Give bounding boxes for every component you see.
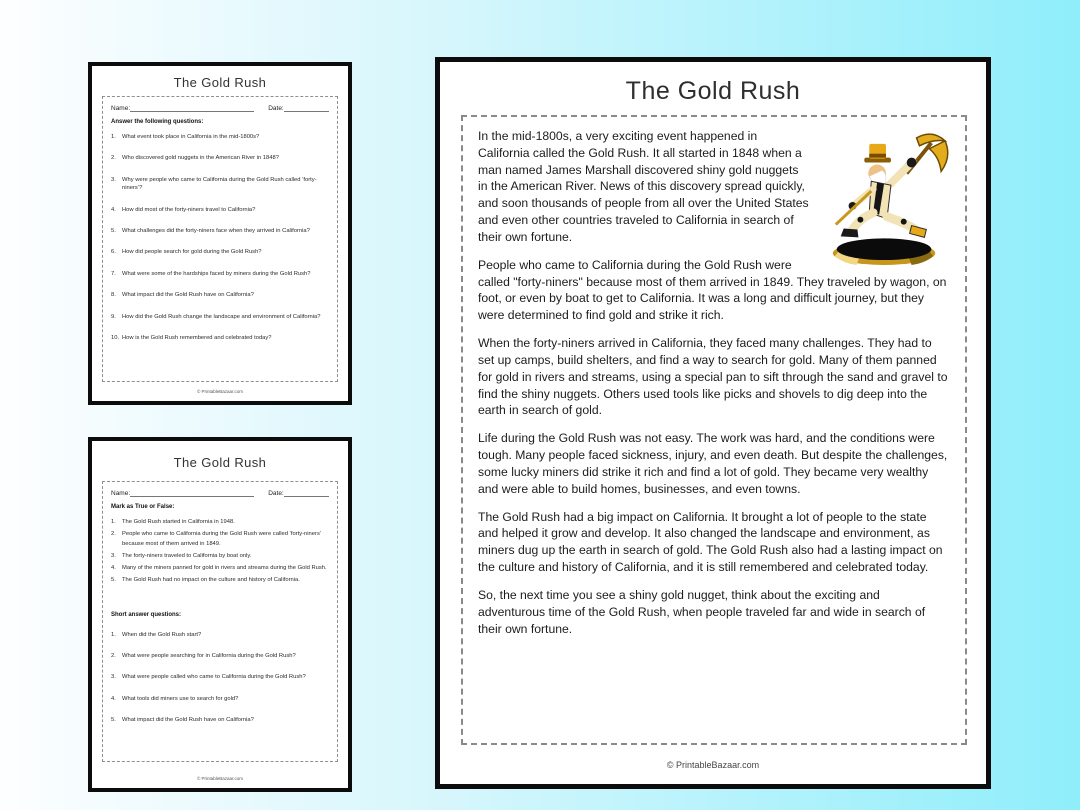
page-title: The Gold Rush [173,455,267,470]
question-text: What impact did the Gold Rush have on California? [122,292,254,299]
short-answer-item [111,716,329,724]
section-header: Answer the following questions: [111,119,204,125]
short-answer-item [111,695,329,703]
question-text: Why were people who came to California during the Gold Rush called ‘forty-niners’? [122,176,317,192]
date-blank-line [284,105,329,112]
statement-number: 5. [111,577,116,584]
question-number: 7. [111,270,116,277]
brand-footer: © PrintableBazaar.com [196,776,244,781]
question-item [111,248,329,256]
question-item [111,270,329,278]
passage-paragraph: In the mid-1800s, a very exciting event happened in California called the Gold Rush. It all started in 1848 when a man named James Marshall discovered shiny gold nuggets in the American River. News of this discovery spread quickly, and soon thousands of people from all over the United States and even other countries traveled to California in search of their own fortune. [478,129,809,244]
name-date-row [111,490,329,497]
statement-number: 2. [111,531,116,538]
gold-miner-illustration [822,128,950,268]
passage-paragraph: Life during the Gold Rush was not easy. The work was hard, and the conditions were tough. Many people faced sickness, injury, and even death. But despite the challenges, some lucky miners did strike it rich and find a lot of gold. They became very wealthy and were able to build homes, businesses, and even towns. [478,431,948,496]
question-number: 3. [111,176,116,183]
truefalse-item [111,518,329,527]
short-answer-header: Short answer questions: [111,611,182,618]
name-label: Name: [111,490,131,497]
question-number: 9. [111,313,116,320]
reading-passage-page [435,57,991,789]
statement-text: Many of the miners panned for gold in rivers and streams during the Gold Rush. [122,565,327,572]
passage-paragraph: When the forty-niners arrived in California, they faced many challenges. They had to set up camps, build shelters, and find a way to search for gold. Many of them panned for gold in rivers and streams, using a special pan to sift through the sand and gravel to find the shiny nuggets. Others used tools like picks and shovels to dig deep into the earth in search of gold. [478,336,948,418]
truefalse-item [111,576,329,585]
date-label: Date: [268,105,284,112]
question-number: 5. [111,227,116,234]
question-number: 3. [111,674,116,681]
truefalse-header: Mark as True or False: [111,504,175,510]
question-text: What were people called who came to California during the Gold Rush? [122,674,306,681]
question-number: 2. [111,652,116,659]
name-blank-line [130,105,254,112]
question-text: What were some of the hardships faced by miners during the Gold Rush? [122,270,311,277]
question-text: How did people search for gold during the Gold Rush? [122,249,262,256]
worksheet-questions-page [88,62,352,405]
passage-dashed-box [461,115,967,745]
questions-list [111,133,329,342]
truefalse-item [111,530,329,549]
question-text: How did the Gold Rush change the landscape and environment of California? [122,313,321,320]
question-text: When did the Gold Rush start? [122,631,202,638]
short-answer-item [111,652,329,660]
worksheet-truefalse-page [88,437,352,792]
short-answer-item [111,631,329,639]
question-text: What event took place in California in the mid-1800s? [122,134,260,140]
question-number: 4. [111,695,116,702]
date-label: Date: [268,490,284,497]
name-label: Name: [111,105,131,112]
question-item [111,227,329,235]
statement-text: People who came to California during the Gold Rush were called ‘forty-niners’ because most of them arrived in 1849. [122,531,321,547]
statement-text: The Gold Rush started in California in 1948. [122,519,235,525]
statement-number: 3. [111,552,116,559]
statement-text: The Gold Rush had no impact on the culture and history of California. [122,577,300,584]
name-blank-line [130,490,254,497]
question-text: What challenges did the forty-niners face when they arrived in California? [122,227,310,234]
question-item [111,313,329,321]
question-text: What were people searching for in California during the Gold Rush? [122,652,296,659]
brand-footer: © PrintableBazaar.com [196,389,244,394]
statement-text: The forty-niners traveled to California by boat only. [122,552,252,559]
worksheet-dashed-box [102,96,338,382]
question-item [111,176,329,193]
short-answer-list [111,631,329,725]
name-date-row [111,105,329,112]
question-number: 5. [111,717,116,724]
passage-paragraph: So, the next time you see a shiny gold nugget, think about the exciting and adventurous time of the Gold Rush, when people traveled far and wide in search of their own fortune. [478,587,926,636]
question-item [111,206,329,214]
statement-number: 4. [111,565,116,572]
question-item [111,334,329,342]
question-number: 2. [111,155,116,162]
page-title: The Gold Rush [625,77,801,105]
question-number: 8. [111,292,116,299]
question-number: 10. [111,334,120,341]
statement-number: 1. [111,519,116,525]
question-text: What impact did the Gold Rush have on California? [122,717,254,724]
date-blank-line [284,490,329,497]
question-text: How did most of the forty-niners travel to California? [122,206,256,213]
truefalse-list [111,518,329,586]
question-item [111,133,329,141]
question-number: 1. [111,631,116,638]
truefalse-item [111,564,329,573]
passage-paragraph: People who came to California during the Gold Rush were called "forty-niners" because most of them arrived in 1849. They traveled by wagon, on foot, or even by boat to get to California. It was a long and difficult journey, but they were determined to find gold and strike it rich. [478,257,947,323]
question-text: How is the Gold Rush remembered and celebrated today? [122,334,272,341]
worksheet-dashed-box [102,481,338,762]
question-number: 1. [111,134,116,140]
passage-paragraph: The Gold Rush had a big impact on California. It brought a lot of people to the state and helped it grow and develop. It also changed the landscape and environment, as miners dug up the earth in search of gold. The Gold Rush also had a lasting impact on the culture and history of California, and it is still remembered and celebrated today. [478,509,943,575]
question-item [111,291,329,299]
question-text: Who discovered gold nuggets in the American River in 1848? [122,155,279,162]
question-number: 6. [111,249,116,256]
question-number: 4. [111,206,116,213]
question-item [111,154,329,162]
truefalse-item [111,552,329,561]
brand-footer: © PrintableBazaar.com [666,760,760,770]
short-answer-item [111,673,329,681]
question-text: What tools did miners use to search for gold? [122,695,239,702]
page-title: The Gold Rush [173,75,267,90]
